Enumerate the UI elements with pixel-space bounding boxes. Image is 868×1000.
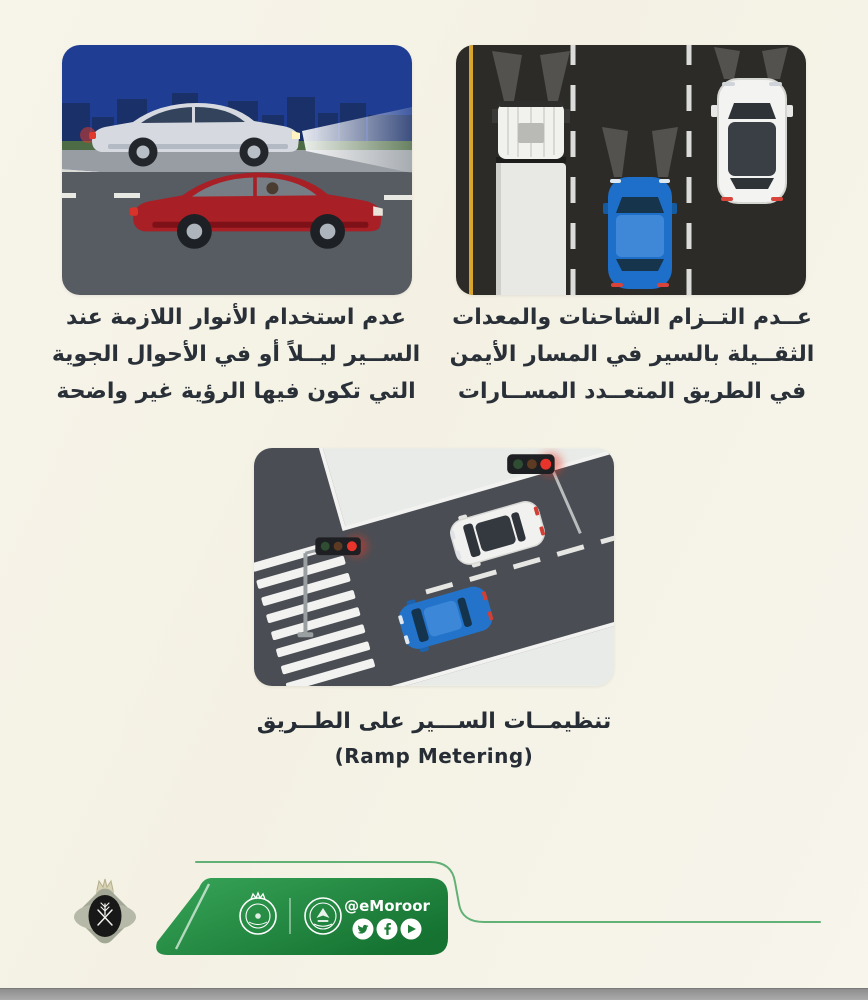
caption-line: في الطريق المتعــدد المســارات <box>457 379 807 404</box>
night-driving-illustration <box>62 45 412 295</box>
ramp-metering-illustration <box>254 448 614 686</box>
driver-silhouette <box>266 182 278 194</box>
footer-banner <box>0 846 868 986</box>
footer-green-plate <box>156 878 448 955</box>
bottom-page-bar <box>0 988 868 1000</box>
ramp-metering-caption <box>184 705 684 768</box>
ramp-metering-caption-ar: تنظيمــات الســـير على الطــريق <box>256 709 612 734</box>
caption-line: الســير ليــلاً أو في الأحوال الجوية <box>51 342 421 367</box>
youtube-icon <box>401 919 422 940</box>
caption-line: التي تكون فيها الرؤية غير واضحة <box>56 379 416 404</box>
lane-marking-yellow <box>469 45 473 295</box>
night-driving-scene <box>62 45 412 295</box>
highway-top-view-scene <box>456 45 806 295</box>
night-driving-caption <box>40 299 432 410</box>
public-security-eagle-emblem <box>74 879 136 947</box>
truck-lane-caption <box>436 299 828 410</box>
social-handle: @eMoroor <box>344 897 430 915</box>
truck-lane-illustration <box>456 45 806 295</box>
facebook-icon <box>377 919 398 940</box>
twitter-icon <box>353 919 374 940</box>
ramp-metering-caption-en: (Ramp Metering) <box>334 744 534 768</box>
caption-line: الثقــيلة بالسير في المسار الأيمن <box>449 342 815 367</box>
ramp-metering-scene <box>254 448 614 686</box>
caption-line: عدم استخدام الأنوار اللازمة عند <box>66 305 406 330</box>
caption-line: عــدم التــزام الشاحنات والمعدات <box>452 305 812 330</box>
